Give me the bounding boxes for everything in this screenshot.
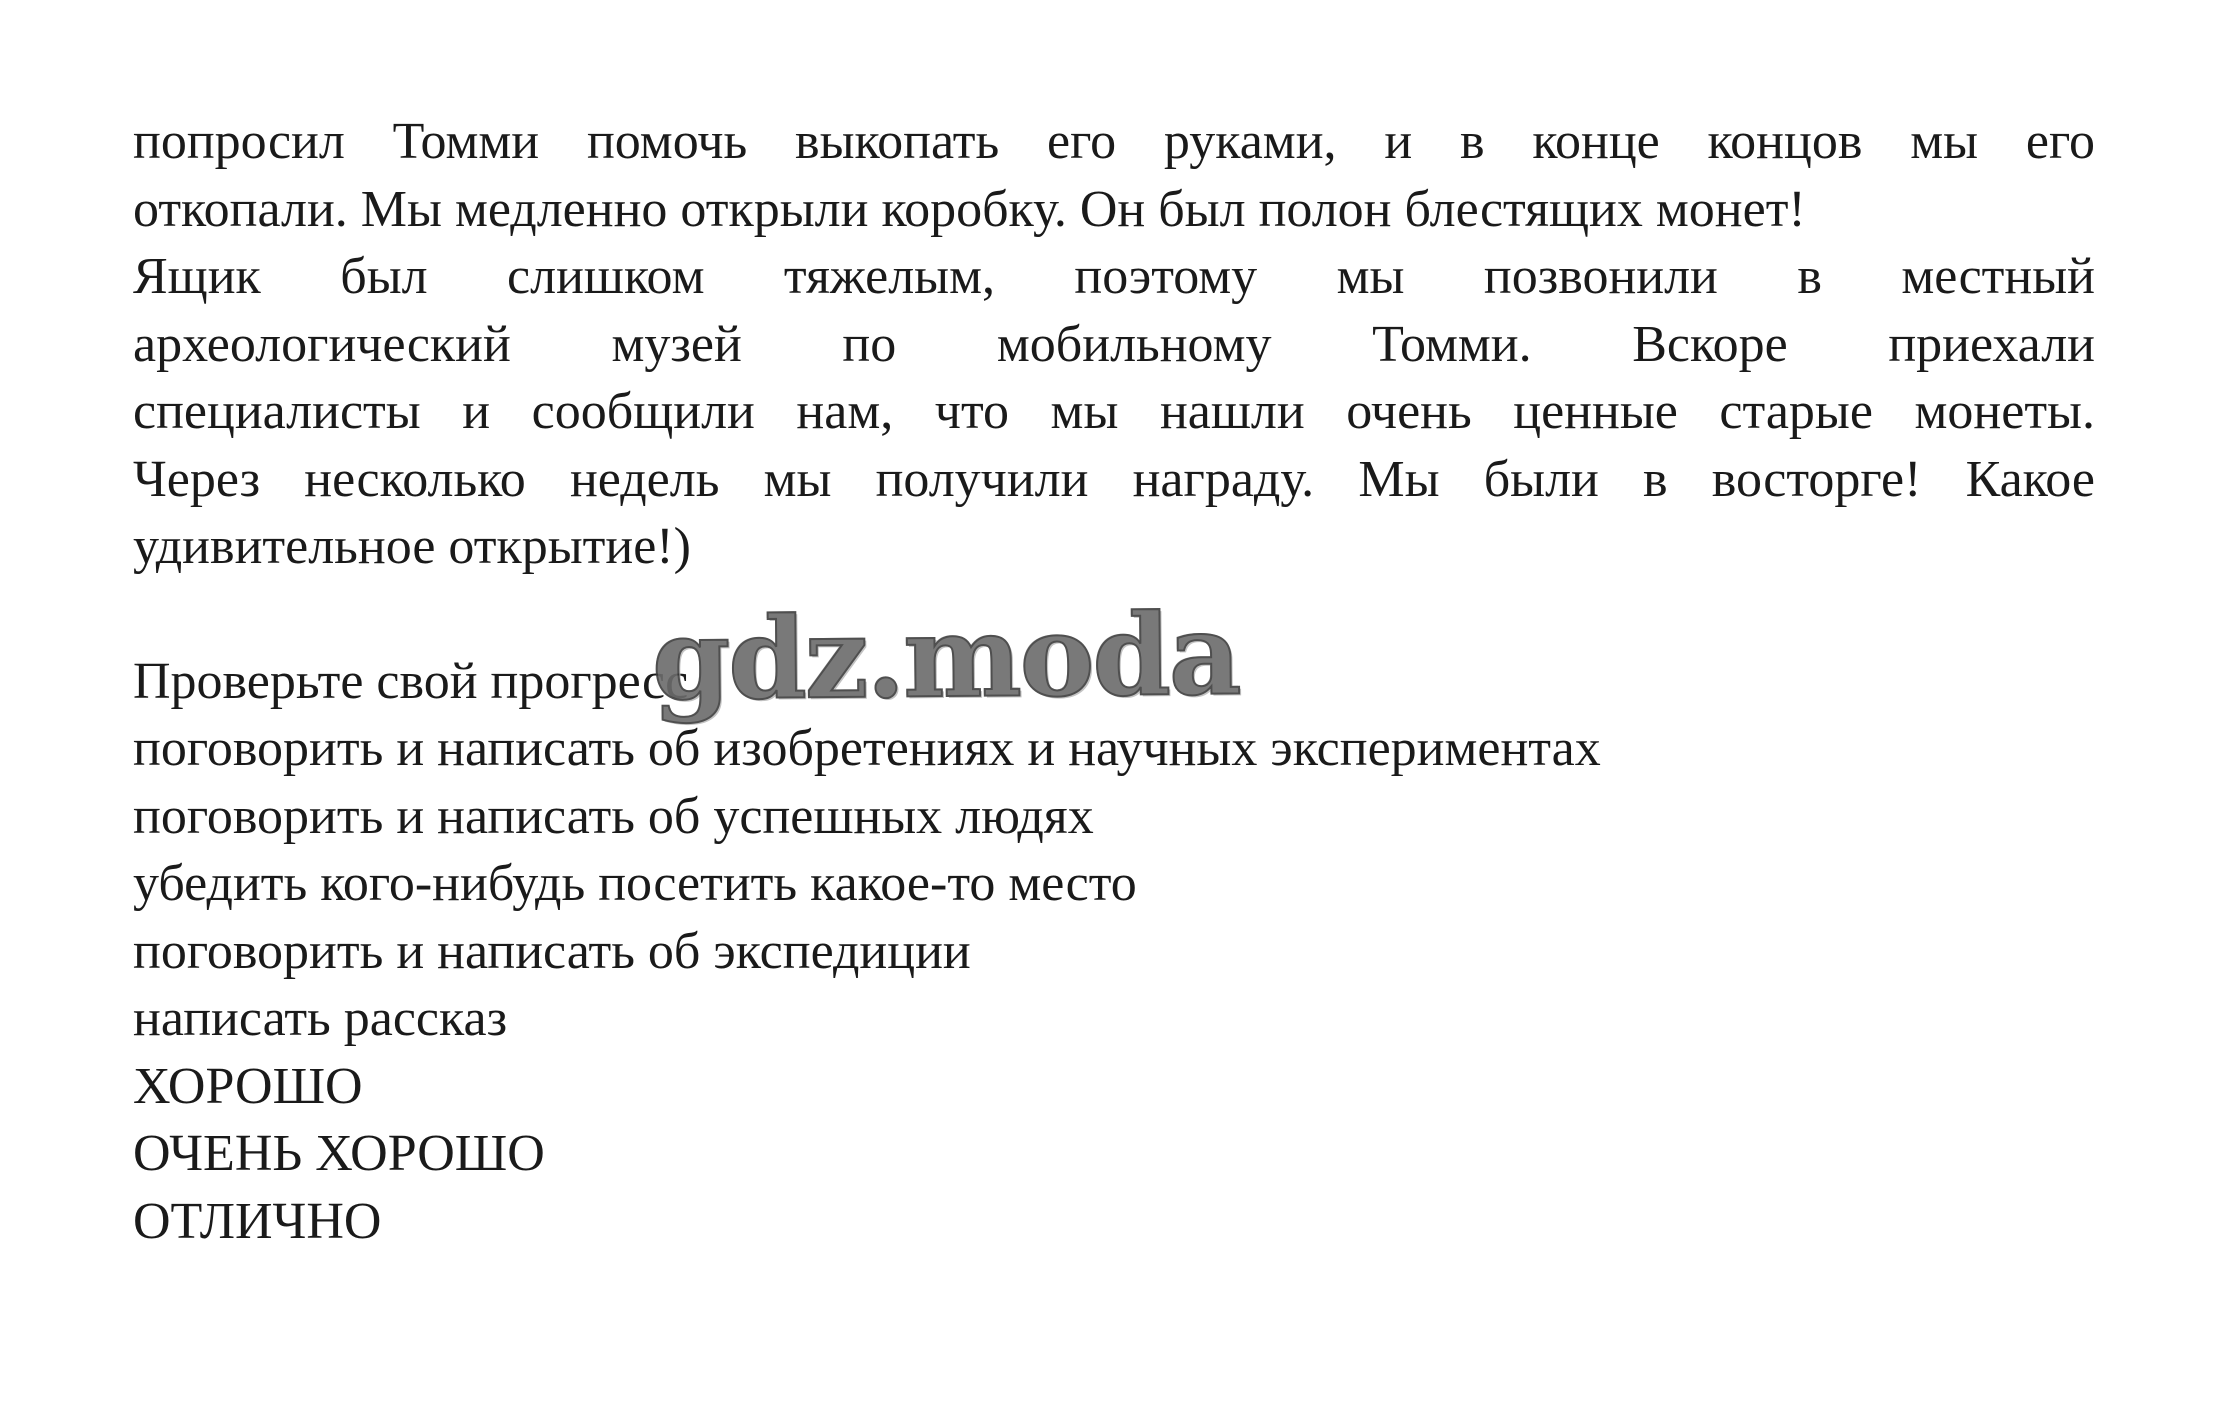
rating-label: ОТЛИЧНО <box>133 1192 382 1250</box>
progress-heading: Проверьте свой прогресс <box>133 652 689 710</box>
paragraph-line: археологический музей по мобильному Томми. Вскоре приехали <box>133 315 2095 373</box>
progress-item: поговорить и написать об успешных людях <box>133 787 1094 845</box>
watermark-logo: gdz.moda <box>651 589 1240 726</box>
paragraph-line: Ящик был слишком тяжелым, поэтому мы позвонили в местный <box>133 248 2095 305</box>
paragraph-line: удивительное открытие!) <box>133 518 691 575</box>
progress-item: убедить кого-нибудь посетить какое-то место <box>133 855 1137 912</box>
progress-item: поговорить и написать об экспедиции <box>133 922 971 980</box>
paragraph-line: Через несколько недель мы получили награду. Мы были в восторге! Какое <box>133 450 2095 508</box>
story-paragraph <box>133 108 2095 581</box>
progress-section <box>133 648 2095 1256</box>
rating-label: ХОРОШО <box>133 1057 363 1115</box>
paragraph-line: откопали. Мы медленно открыли коробку. Он был полон блестящих монет! <box>133 180 1806 238</box>
rating-label: ОЧЕНЬ ХОРОШО <box>133 1125 545 1182</box>
progress-item: написать рассказ <box>133 990 508 1047</box>
paragraph-line: специалисты и сообщили нам, что мы нашли очень ценные старые монеты. <box>133 383 2095 440</box>
paragraph-line: попросил Томми помочь выкопать его руками, и в конце концов мы его <box>133 113 2095 170</box>
progress-item: поговорить и написать об изобретениях и научных экспериментах <box>133 720 1601 777</box>
